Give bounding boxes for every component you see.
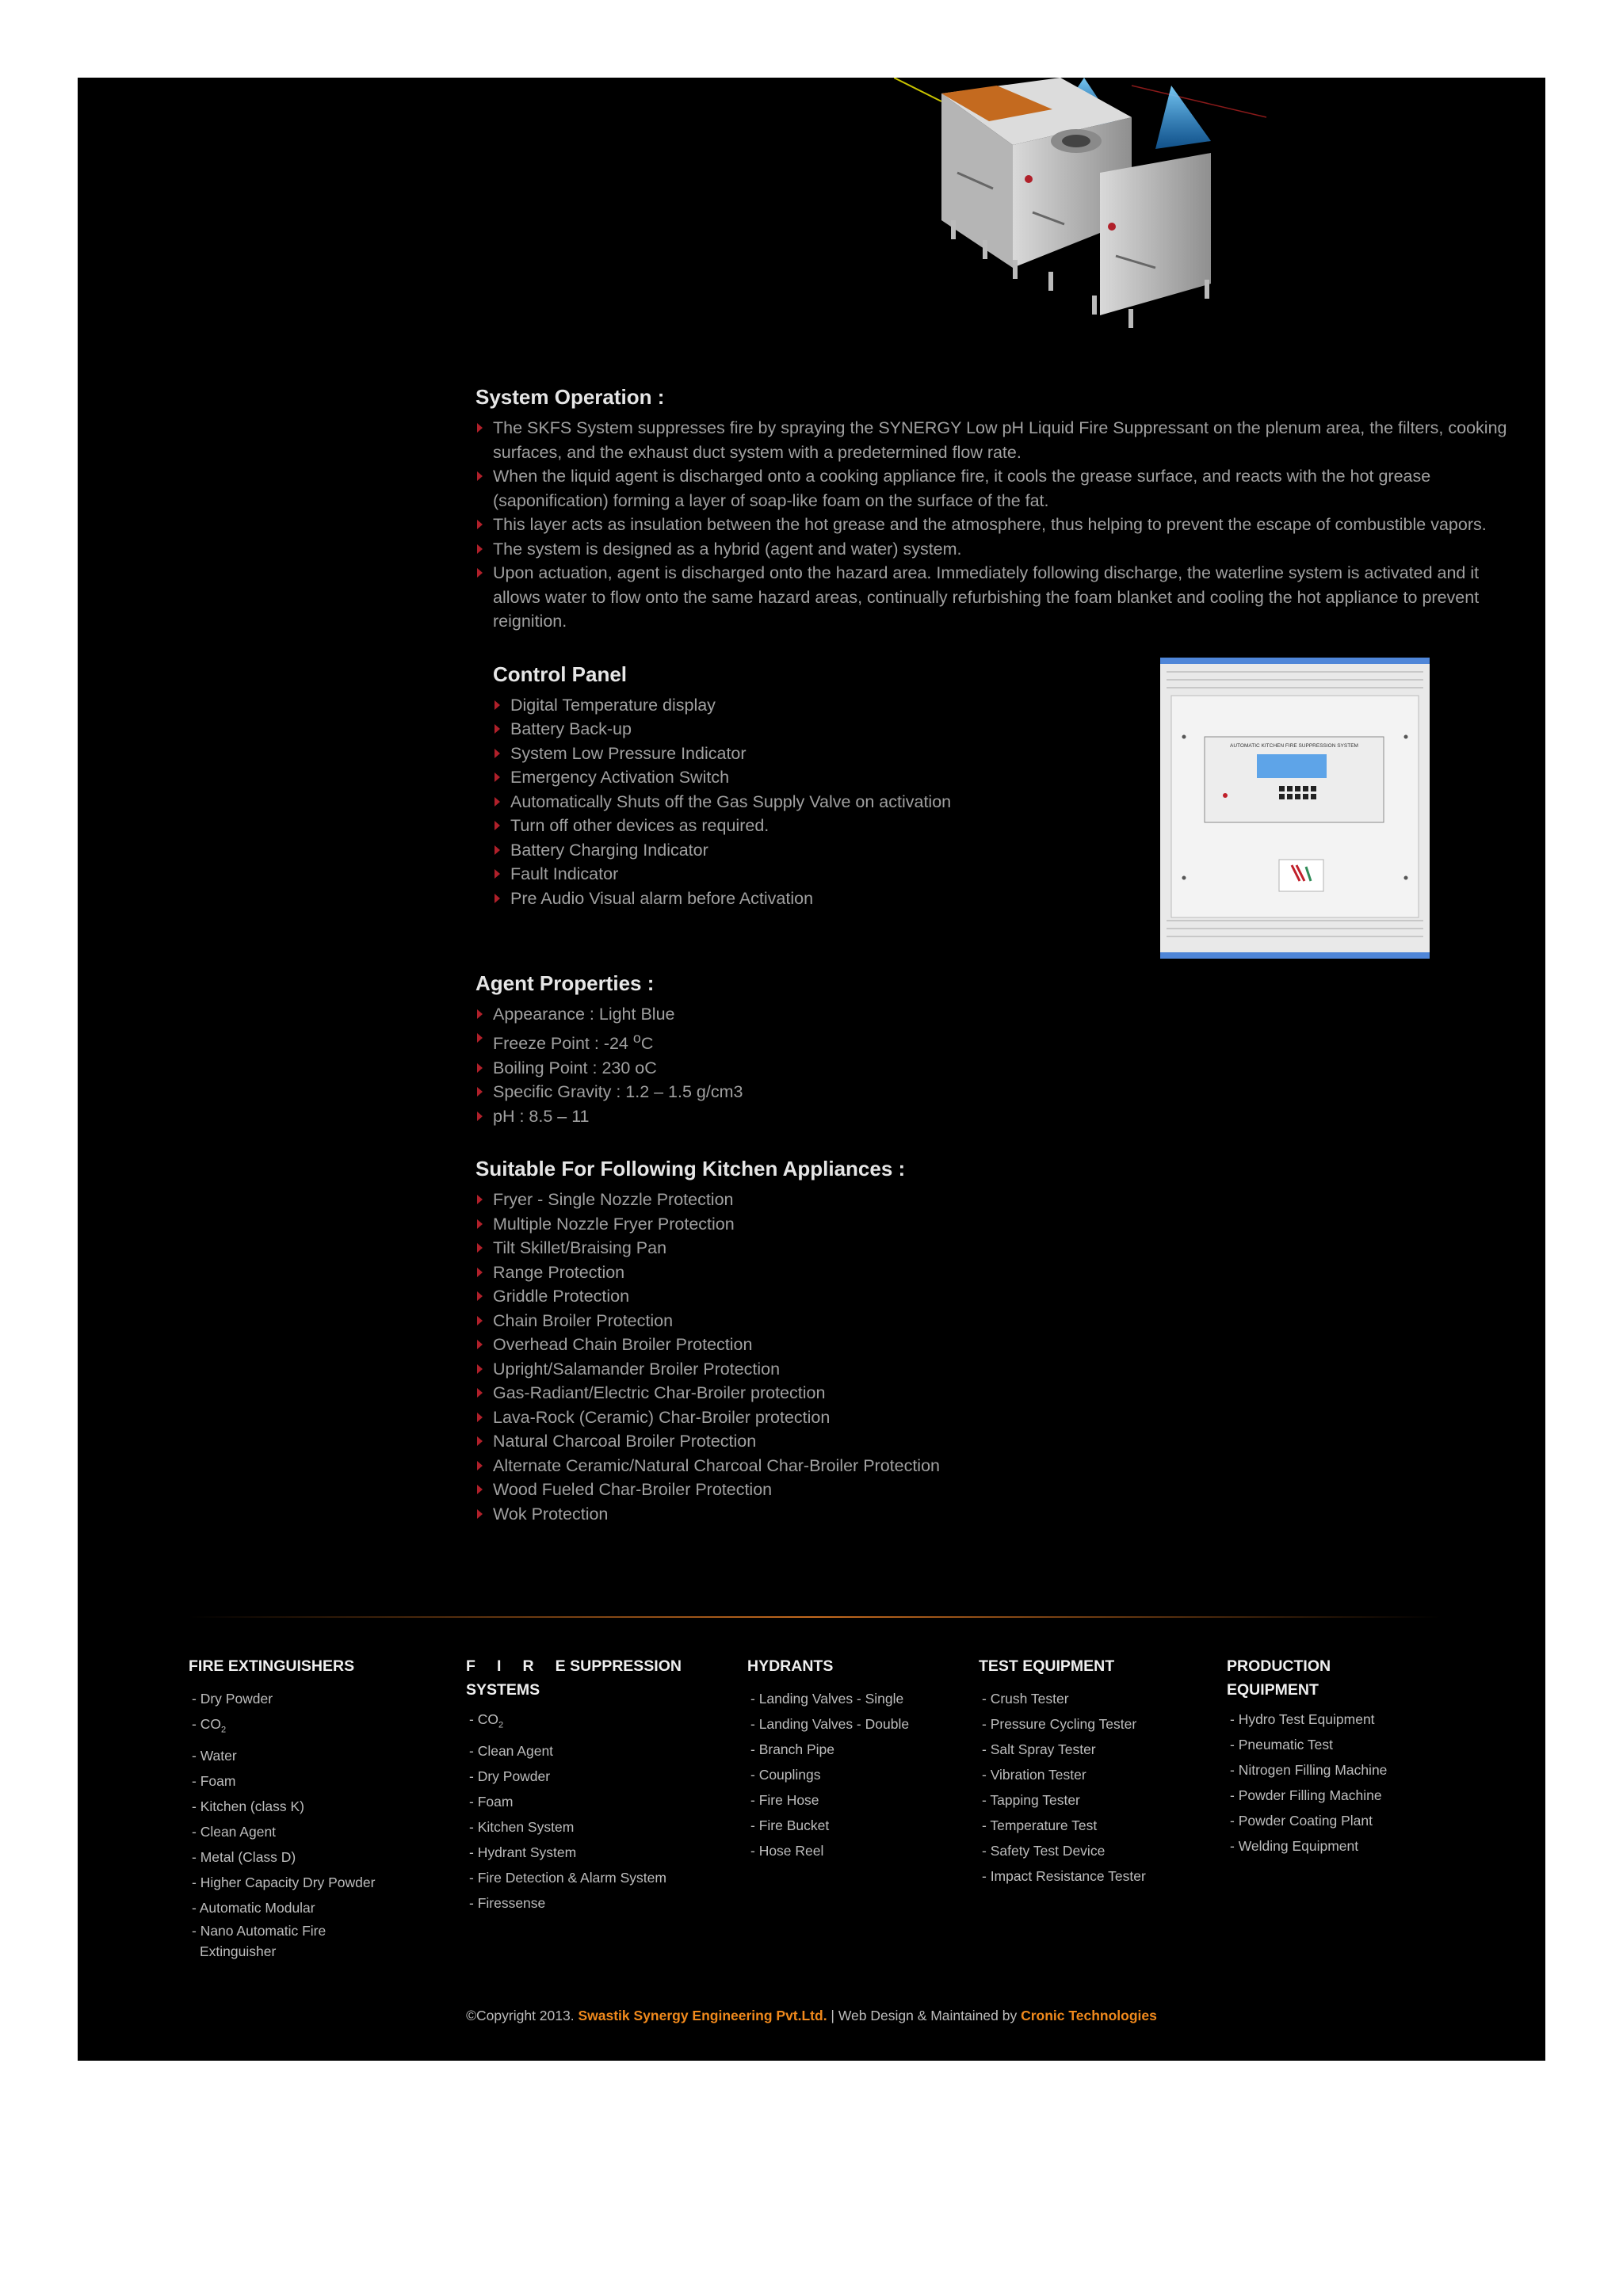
list-item: Boiling Point : 230 oC bbox=[475, 1056, 1529, 1081]
list-item: Battery Back-up bbox=[493, 717, 1529, 742]
footer-link[interactable]: - Higher Capacity Dry Powder bbox=[192, 1874, 376, 1890]
system-operation-section bbox=[475, 385, 1529, 634]
footer-link[interactable]: - Landing Valves - Single bbox=[750, 1691, 904, 1707]
footer-divider bbox=[189, 1616, 1441, 1618]
list-item: Battery Charging Indicator bbox=[493, 838, 1529, 863]
bullet-arrow-icon bbox=[495, 772, 500, 782]
footer-link[interactable]: - Temperature Test bbox=[982, 1817, 1098, 1833]
suitable-appliances-section bbox=[475, 1157, 1529, 1526]
list-item: Gas-Radiant/Electric Char-Broiler protection bbox=[475, 1381, 1529, 1405]
list-item: Tilt Skillet/Braising Pan bbox=[475, 1236, 1529, 1261]
system-operation-list bbox=[475, 416, 1529, 634]
svg-text:AUTOMATIC KITCHEN FIRE SUPPRES: AUTOMATIC KITCHEN FIRE SUPPRESSION SYSTEM bbox=[1230, 742, 1358, 749]
footer-link[interactable]: - Impact Resistance Tester bbox=[982, 1868, 1146, 1884]
list-item: System Low Pressure Indicator bbox=[493, 742, 1529, 766]
bullet-arrow-icon bbox=[477, 544, 483, 554]
bullet-arrow-icon bbox=[477, 1316, 483, 1325]
list-item: Emergency Activation Switch bbox=[493, 765, 1529, 790]
list-item: Wood Fueled Char-Broiler Protection bbox=[475, 1478, 1529, 1502]
footer-link[interactable]: - Water bbox=[192, 1747, 237, 1764]
footer-link[interactable]: - Crush Tester bbox=[982, 1691, 1069, 1707]
footer-link[interactable]: - Powder Coating Plant bbox=[1230, 1813, 1373, 1829]
footer-link[interactable]: - Pneumatic Test bbox=[1230, 1737, 1334, 1753]
footer-link[interactable]: - Landing Valves - Double bbox=[750, 1716, 910, 1732]
bullet-arrow-icon bbox=[477, 1063, 483, 1073]
bullet-arrow-icon bbox=[495, 749, 500, 758]
footer-link[interactable]: - Dry Powder bbox=[192, 1691, 273, 1707]
footer-link[interactable]: - Kitchen System bbox=[469, 1818, 575, 1835]
main-content bbox=[475, 385, 1529, 1526]
control-panel-section bbox=[493, 662, 1529, 971]
footer-link[interactable]: - Welding Equipment bbox=[1230, 1838, 1359, 1854]
kitchen-appliance-image bbox=[894, 78, 1354, 363]
list-item: Overhead Chain Broiler Protection bbox=[475, 1333, 1529, 1357]
bullet-arrow-icon bbox=[477, 1509, 483, 1519]
footer-production-equipment bbox=[1227, 1654, 1465, 1859]
bullet-arrow-icon bbox=[477, 1195, 483, 1204]
list-item: Multiple Nozzle Fryer Protection bbox=[475, 1212, 1529, 1237]
list-item: Appearance : Light Blue bbox=[475, 1002, 1529, 1027]
control-panel-title: Control Panel bbox=[493, 662, 628, 686]
bullet-arrow-icon bbox=[477, 1087, 483, 1097]
bullet-arrow-icon bbox=[477, 1033, 483, 1043]
footer-link[interactable]: - $CO_2$ bbox=[469, 1711, 504, 1730]
bullet-arrow-icon bbox=[495, 845, 500, 855]
list-item: pH : 8.5 – 11 bbox=[475, 1104, 1529, 1129]
footer-link[interactable]: - Branch Pipe bbox=[750, 1741, 835, 1757]
bullet-arrow-icon bbox=[477, 1291, 483, 1301]
bullet-arrow-icon bbox=[477, 1268, 483, 1277]
footer-heading[interactable]: TEST EQUIPMENT bbox=[979, 1657, 1115, 1675]
footer-link[interactable]: - Pressure Cycling Tester bbox=[982, 1716, 1137, 1732]
kitchen-appliance-illustration bbox=[894, 78, 1354, 363]
footer-link[interactable]: - Powder Filling Machine bbox=[1230, 1787, 1382, 1803]
footer-link[interactable]: - Foam bbox=[192, 1772, 236, 1789]
footer-link[interactable]: - Safety Test Device bbox=[982, 1843, 1106, 1859]
list-item: Wok Protection bbox=[475, 1502, 1529, 1527]
footer-test-equipment bbox=[979, 1654, 1216, 1889]
footer-link[interactable]: - Tapping Tester bbox=[982, 1792, 1080, 1808]
footer-link[interactable]: - Fire Bucket bbox=[750, 1817, 830, 1833]
bullet-arrow-icon bbox=[495, 821, 500, 830]
footer-hydrants bbox=[747, 1654, 969, 1863]
bullet-arrow-icon bbox=[477, 568, 483, 578]
footer-link[interactable]: - Fire Hose bbox=[750, 1792, 819, 1808]
bullet-arrow-icon bbox=[495, 724, 500, 734]
bullet-arrow-icon bbox=[477, 1219, 483, 1229]
footer-link[interactable]: - Automatic Modular bbox=[192, 1899, 315, 1916]
list-item: Specific Gravity : 1.2 – 1.5 g/cm3 bbox=[475, 1080, 1529, 1104]
footer-fire-suppression bbox=[466, 1654, 727, 1916]
bullet-arrow-icon bbox=[477, 1485, 483, 1494]
list-item: The SKFS System suppresses fire by spraying the SYNERGY Low pH Liquid Fire Suppressant on the plenum area, the filters, cooking surfaces, and the exhaust duct system with a predetermined flow rate. bbox=[475, 416, 1529, 464]
agent-properties-list bbox=[475, 1002, 1529, 1129]
list-item: Chain Broiler Protection bbox=[475, 1309, 1529, 1333]
bullet-arrow-icon bbox=[477, 1009, 483, 1019]
footer-heading[interactable]: PRODUCTION EQUIPMENT bbox=[1227, 1657, 1331, 1699]
system-operation-title: System Operation : bbox=[475, 385, 665, 409]
bullet-arrow-icon bbox=[477, 1461, 483, 1470]
footer-link[interactable]: - Hydrant System bbox=[469, 1844, 577, 1860]
footer-link[interactable]: - Clean Agent bbox=[192, 1823, 277, 1840]
list-item: Griddle Protection bbox=[475, 1284, 1529, 1309]
list-item: Pre Audio Visual alarm before Activation bbox=[493, 887, 1529, 911]
bullet-arrow-icon bbox=[477, 1413, 483, 1422]
list-item: When the liquid agent is discharged onto a cooking appliance fire, it cools the grease surface, and reacts with the hot grease (saponification) forming a layer of soap-like foam on the surface of the fat. bbox=[475, 464, 1529, 513]
footer-heading[interactable]: FIRE EXTINGUISHERS bbox=[189, 1657, 355, 1675]
footer-link[interactable]: - Firessense bbox=[469, 1894, 546, 1911]
list-item: Freeze Point : -24 $^o$C bbox=[475, 1026, 1529, 1056]
list-item: Upon actuation, agent is discharged onto the hazard area. Immediately following discharge, the waterline system is activated and it allows water to flow onto the same hazard areas, continually refurbishing the foam blanket and cooling the hot appliance to prevent reignition. bbox=[475, 561, 1529, 634]
footer-link[interactable]: - Metal (Class D) bbox=[192, 1848, 296, 1865]
list-item: Range Protection bbox=[475, 1261, 1529, 1285]
footer-link[interactable]: - Nitrogen Filling Machine bbox=[1230, 1762, 1388, 1778]
bullet-arrow-icon bbox=[477, 520, 483, 529]
footer-heading[interactable]: F I R E SUPPRESSION SYSTEMS bbox=[466, 1657, 682, 1699]
footer-link[interactable]: - Couplings bbox=[750, 1767, 821, 1783]
copyright: ©Copyright 2013. Swastik Synergy Engineering Pvt.Ltd. | Web Design & Maintained by Cronic Technologies bbox=[466, 2008, 1157, 2023]
list-item: Turn off other devices as required. bbox=[493, 814, 1529, 838]
bullet-arrow-icon bbox=[495, 894, 500, 903]
bullet-arrow-icon bbox=[477, 1364, 483, 1374]
suitable-appliances-title: Suitable For Following Kitchen Appliances : bbox=[475, 1157, 906, 1181]
company-link[interactable]: Swastik Synergy Engineering Pvt.Ltd. bbox=[578, 2008, 827, 2023]
footer-link[interactable]: - Foam bbox=[469, 1793, 514, 1810]
bullet-arrow-icon bbox=[477, 1112, 483, 1121]
suitable-appliances-list bbox=[475, 1188, 1529, 1526]
footer-link[interactable]: - Fire Detection & Alarm System bbox=[469, 1869, 666, 1886]
list-item: Lava-Rock (Ceramic) Char-Broiler protection bbox=[475, 1405, 1529, 1430]
list-item: Alternate Ceramic/Natural Charcoal Char-Broiler Protection bbox=[475, 1454, 1529, 1478]
bullet-arrow-icon bbox=[477, 1436, 483, 1446]
list-item: Automatically Shuts off the Gas Supply Valve on activation bbox=[493, 790, 1529, 814]
agent-properties-section bbox=[475, 971, 1529, 1129]
bullet-arrow-icon bbox=[477, 423, 483, 433]
list-item: The system is designed as a hybrid (agent and water) system. bbox=[475, 537, 1529, 562]
bullet-arrow-icon bbox=[477, 1340, 483, 1349]
bullet-arrow-icon bbox=[495, 797, 500, 807]
bullet-arrow-icon bbox=[495, 869, 500, 879]
list-item: This layer acts as insulation between the hot grease and the atmosphere, thus helping to prevent the escape of combustible vapors. bbox=[475, 513, 1529, 537]
designer-link[interactable]: Cronic Technologies bbox=[1021, 2008, 1157, 2023]
list-item: Digital Temperature display bbox=[493, 693, 1529, 718]
footer-link[interactable]: - Hose Reel bbox=[750, 1843, 824, 1859]
footer-link[interactable]: - Vibration Tester bbox=[982, 1767, 1086, 1783]
footer-link[interactable]: - Salt Spray Tester bbox=[982, 1741, 1096, 1757]
list-item: Fryer - Single Nozzle Protection bbox=[475, 1188, 1529, 1212]
footer-link[interactable]: - Dry Powder bbox=[469, 1768, 551, 1784]
list-item: Natural Charcoal Broiler Protection bbox=[475, 1429, 1529, 1454]
footer-link[interactable]: - Kitchen (class K) bbox=[192, 1798, 304, 1814]
footer-link[interactable]: - Clean Agent bbox=[469, 1742, 554, 1759]
bullet-arrow-icon bbox=[477, 1388, 483, 1398]
footer-heading[interactable]: HYDRANTS bbox=[747, 1657, 834, 1675]
bullet-arrow-icon bbox=[495, 700, 500, 710]
footer-link[interactable]: - Nano Automatic Fire Extinguisher bbox=[192, 1922, 327, 1959]
page-container bbox=[78, 78, 1545, 2061]
list-item: Fault Indicator bbox=[493, 862, 1529, 887]
control-panel-image bbox=[1160, 658, 1430, 959]
footer-fire-extinguishers bbox=[189, 1654, 450, 1962]
bullet-arrow-icon bbox=[477, 471, 483, 481]
footer-link[interactable]: - Hydro Test Equipment bbox=[1230, 1711, 1375, 1727]
list-item: Upright/Salamander Broiler Protection bbox=[475, 1357, 1529, 1382]
agent-properties-title: Agent Properties : bbox=[475, 971, 655, 995]
footer-link[interactable]: - $CO_2$ bbox=[192, 1716, 227, 1735]
bullet-arrow-icon bbox=[477, 1243, 483, 1253]
